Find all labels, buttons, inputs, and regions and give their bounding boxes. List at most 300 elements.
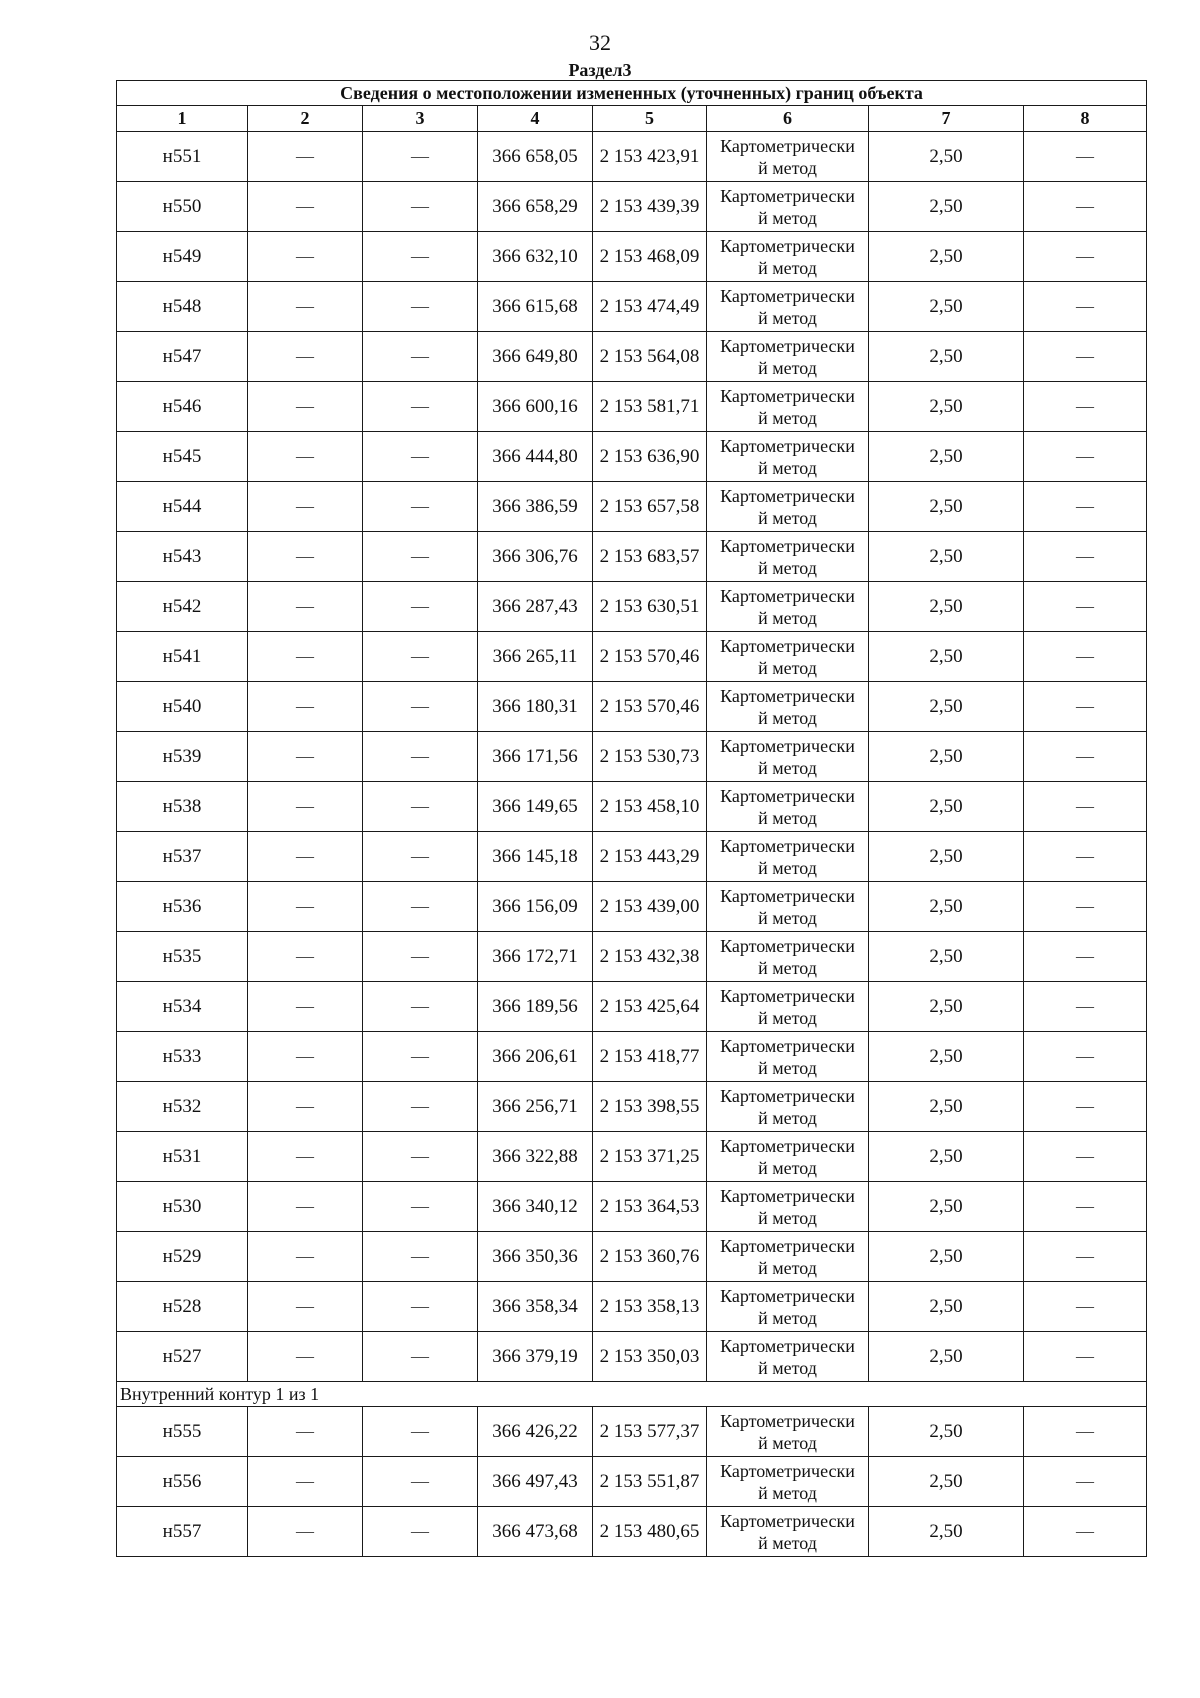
method-line-1: Картометрически [720,1335,855,1356]
table-row [117,132,1147,182]
dash-cell: — [363,1032,478,1082]
dash-cell: — [363,1182,478,1232]
dash-cell: — [1024,132,1147,182]
accuracy-cell: 2,50 [869,932,1024,982]
dash-cell: — [1024,1457,1147,1507]
dash-cell: — [1024,832,1147,882]
dash-cell: — [248,682,363,732]
dash-cell: — [248,1457,363,1507]
table-row [117,582,1147,632]
point-name-cell: н535 [117,932,248,982]
x-coordinate-cell: 366 145,18 [478,832,593,882]
point-name-cell: н538 [117,782,248,832]
y-coordinate-cell: 2 153 425,64 [593,982,707,1032]
column-header-7: 7 [869,106,1024,132]
page-number: 32 [589,30,611,55]
dash-cell: — [363,632,478,682]
dash-cell: — [1024,282,1147,332]
column-header-6: 6 [707,106,869,132]
accuracy-cell: 2,50 [869,532,1024,582]
point-name-cell: н540 [117,682,248,732]
x-coordinate-cell: 366 358,34 [478,1282,593,1332]
dash-cell: — [248,282,363,332]
dash-cell: — [363,932,478,982]
accuracy-cell: 2,50 [869,1232,1024,1282]
dash-cell: — [248,1032,363,1082]
accuracy-cell: 2,50 [869,1332,1024,1382]
method-line-1: Картометрически [720,435,855,456]
x-coordinate-cell: 366 306,76 [478,532,593,582]
dash-cell: — [1024,732,1147,782]
method-cell [707,682,869,732]
method-line-1: Картометрически [720,535,855,556]
method-cell [707,1332,869,1382]
dash-cell: — [363,732,478,782]
y-coordinate-cell: 2 153 443,29 [593,832,707,882]
table-row [117,1132,1147,1182]
point-name-cell: н551 [117,132,248,182]
dash-cell: — [1024,1407,1147,1457]
y-coordinate-cell: 2 153 360,76 [593,1232,707,1282]
method-line-2: й метод [758,407,817,428]
accuracy-cell: 2,50 [869,882,1024,932]
dash-cell: — [1024,1232,1147,1282]
x-coordinate-cell: 366 189,56 [478,982,593,1032]
table-row [117,982,1147,1032]
method-line-2: й метод [758,1532,817,1553]
dash-cell: — [1024,982,1147,1032]
point-name-cell: н545 [117,432,248,482]
dash-cell: — [363,682,478,732]
method-line-2: й метод [758,1357,817,1378]
method-cell [707,332,869,382]
dash-cell: — [248,882,363,932]
column-header-3: 3 [363,106,478,132]
point-name-cell: н531 [117,1132,248,1182]
dash-cell: — [1024,432,1147,482]
method-line-2: й метод [758,1007,817,1028]
method-line-1: Картометрически [720,1135,855,1156]
y-coordinate-cell: 2 153 683,57 [593,532,707,582]
accuracy-cell: 2,50 [869,682,1024,732]
method-line-2: й метод [758,1432,817,1453]
inner-contour-rows [117,1407,1147,1557]
point-name-cell: н549 [117,232,248,282]
method-line-1: Картометрически [720,1035,855,1056]
accuracy-cell: 2,50 [869,182,1024,232]
table-row [117,182,1147,232]
y-coordinate-cell: 2 153 657,58 [593,482,707,532]
point-name-cell: н555 [117,1407,248,1457]
method-cell [707,1282,869,1332]
dash-cell: — [248,1407,363,1457]
accuracy-cell: 2,50 [869,1407,1024,1457]
method-cell [707,982,869,1032]
dash-cell: — [248,1182,363,1232]
point-name-cell: н547 [117,332,248,382]
dash-cell: — [248,1132,363,1182]
method-line-2: й метод [758,1307,817,1328]
table-row [117,882,1147,932]
method-cell [707,1032,869,1082]
y-coordinate-cell: 2 153 570,46 [593,632,707,682]
dash-cell: — [248,782,363,832]
dash-cell: — [1024,1332,1147,1382]
method-line-2: й метод [758,1257,817,1278]
point-name-cell: н536 [117,882,248,932]
x-coordinate-cell: 366 426,22 [478,1407,593,1457]
point-name-cell: н530 [117,1182,248,1232]
table-row [117,1032,1147,1082]
dash-cell: — [363,982,478,1032]
y-coordinate-cell: 2 153 570,46 [593,682,707,732]
dash-cell: — [363,1507,478,1557]
method-cell [707,1132,869,1182]
method-line-1: Картометрически [720,185,855,206]
inner-contour-label: Внутренний контур 1 из 1 [117,1382,1147,1407]
method-line-1: Картометрически [720,1410,855,1431]
table-row [117,1507,1147,1557]
method-cell [707,832,869,882]
accuracy-cell: 2,50 [869,132,1024,182]
x-coordinate-cell: 366 172,71 [478,932,593,982]
method-cell [707,232,869,282]
y-coordinate-cell: 2 153 439,00 [593,882,707,932]
table-row [117,532,1147,582]
dash-cell: — [1024,1282,1147,1332]
y-coordinate-cell: 2 153 577,37 [593,1407,707,1457]
dash-cell: — [248,582,363,632]
dash-cell: — [248,832,363,882]
x-coordinate-cell: 366 473,68 [478,1507,593,1557]
dash-cell: — [363,482,478,532]
point-name-cell: н533 [117,1032,248,1082]
y-coordinate-cell: 2 153 581,71 [593,382,707,432]
dash-cell: — [248,632,363,682]
accuracy-cell: 2,50 [869,982,1024,1032]
point-name-cell: н541 [117,632,248,682]
x-coordinate-cell: 366 386,59 [478,482,593,532]
table-row [117,332,1147,382]
method-line-2: й метод [758,707,817,728]
y-coordinate-cell: 2 153 398,55 [593,1082,707,1132]
dash-cell: — [363,1282,478,1332]
dash-cell: — [248,1232,363,1282]
method-cell [707,132,869,182]
dash-cell: — [1024,1507,1147,1557]
table-row [117,782,1147,832]
method-cell [707,932,869,982]
dash-cell: — [248,932,363,982]
method-line-1: Картометрически [720,735,855,756]
dash-cell: — [1024,232,1147,282]
method-line-2: й метод [758,1207,817,1228]
accuracy-cell: 2,50 [869,1457,1024,1507]
dash-cell: — [248,482,363,532]
dash-cell: — [363,532,478,582]
dash-cell: — [1024,882,1147,932]
dash-cell: — [1024,582,1147,632]
accuracy-cell: 2,50 [869,1082,1024,1132]
method-cell [707,732,869,782]
x-coordinate-cell: 366 379,19 [478,1332,593,1382]
x-coordinate-cell: 366 287,43 [478,582,593,632]
x-coordinate-cell: 366 171,56 [478,732,593,782]
section-title: Раздел3 [568,60,632,80]
table-row [117,232,1147,282]
method-line-2: й метод [758,957,817,978]
method-cell [707,1232,869,1282]
method-cell [707,1182,869,1232]
dash-cell: — [1024,632,1147,682]
dash-cell: — [248,332,363,382]
method-line-2: й метод [758,607,817,628]
point-name-cell: н542 [117,582,248,632]
dash-cell: — [1024,1132,1147,1182]
point-name-cell: н543 [117,532,248,582]
dash-cell: — [248,732,363,782]
outer-contour-rows [117,132,1147,1382]
method-cell [707,1507,869,1557]
column-header-1: 1 [117,106,248,132]
method-cell [707,482,869,532]
dash-cell: — [248,532,363,582]
x-coordinate-cell: 366 615,68 [478,282,593,332]
method-line-1: Картометрически [720,1510,855,1531]
dash-cell: — [248,382,363,432]
dash-cell: — [1024,682,1147,732]
dash-cell: — [363,132,478,182]
accuracy-cell: 2,50 [869,1132,1024,1182]
method-line-2: й метод [758,1157,817,1178]
method-cell [707,182,869,232]
dash-cell: — [363,1332,478,1382]
y-coordinate-cell: 2 153 432,38 [593,932,707,982]
dash-cell: — [248,432,363,482]
dash-cell: — [248,1332,363,1382]
dash-cell: — [248,1082,363,1132]
dash-cell: — [363,332,478,382]
method-line-2: й метод [758,357,817,378]
method-line-1: Картометрически [720,1235,855,1256]
point-name-cell: н528 [117,1282,248,1332]
method-line-2: й метод [758,857,817,878]
dash-cell: — [1024,482,1147,532]
point-name-cell: н550 [117,182,248,232]
table-row [117,1332,1147,1382]
method-line-2: й метод [758,507,817,528]
x-coordinate-cell: 366 632,10 [478,232,593,282]
table-row [117,1182,1147,1232]
table-caption: Сведения о местоположении измененных (уточненных) границ объекта [117,81,1147,106]
method-line-1: Картометрически [720,385,855,406]
y-coordinate-cell: 2 153 358,13 [593,1282,707,1332]
table-row [117,282,1147,332]
accuracy-cell: 2,50 [869,582,1024,632]
y-coordinate-cell: 2 153 551,87 [593,1457,707,1507]
dash-cell: — [248,982,363,1032]
table-row [117,382,1147,432]
point-name-cell: н548 [117,282,248,332]
accuracy-cell: 2,50 [869,232,1024,282]
dash-cell: — [1024,932,1147,982]
point-name-cell: н537 [117,832,248,882]
method-line-1: Картометрически [720,635,855,656]
method-line-2: й метод [758,807,817,828]
method-cell [707,582,869,632]
table-row [117,1457,1147,1507]
table-row [117,1082,1147,1132]
table-row [117,1232,1147,1282]
x-coordinate-cell: 366 149,65 [478,782,593,832]
dash-cell: — [1024,782,1147,832]
dash-cell: — [363,882,478,932]
point-name-cell: н534 [117,982,248,1032]
method-line-1: Картометрически [720,1185,855,1206]
method-line-1: Картометрически [720,835,855,856]
column-header-4: 4 [478,106,593,132]
y-coordinate-cell: 2 153 636,90 [593,432,707,482]
accuracy-cell: 2,50 [869,832,1024,882]
method-cell [707,282,869,332]
y-coordinate-cell: 2 153 630,51 [593,582,707,632]
table-row [117,682,1147,732]
column-header-5: 5 [593,106,707,132]
x-coordinate-cell: 366 265,11 [478,632,593,682]
method-line-2: й метод [758,1107,817,1128]
x-coordinate-cell: 366 206,61 [478,1032,593,1082]
y-coordinate-cell: 2 153 423,91 [593,132,707,182]
point-name-cell: н529 [117,1232,248,1282]
dash-cell: — [248,132,363,182]
accuracy-cell: 2,50 [869,1282,1024,1332]
y-coordinate-cell: 2 153 371,25 [593,1132,707,1182]
x-coordinate-cell: 366 649,80 [478,332,593,382]
method-line-1: Картометрически [720,885,855,906]
method-line-1: Картометрически [720,985,855,1006]
y-coordinate-cell: 2 153 439,39 [593,182,707,232]
method-cell [707,1082,869,1132]
table-row [117,932,1147,982]
point-name-cell: н546 [117,382,248,432]
x-coordinate-cell: 366 322,88 [478,1132,593,1182]
method-line-1: Картометрически [720,335,855,356]
dash-cell: — [248,1507,363,1557]
dash-cell: — [1024,332,1147,382]
x-coordinate-cell: 366 600,16 [478,382,593,432]
dash-cell: — [363,382,478,432]
x-coordinate-cell: 366 350,36 [478,1232,593,1282]
method-cell [707,1457,869,1507]
accuracy-cell: 2,50 [869,632,1024,682]
method-line-1: Картометрически [720,235,855,256]
y-coordinate-cell: 2 153 350,03 [593,1332,707,1382]
dash-cell: — [248,232,363,282]
method-line-1: Картометрически [720,685,855,706]
method-line-1: Картометрически [720,135,855,156]
dash-cell: — [363,282,478,332]
method-cell [707,1407,869,1457]
method-line-1: Картометрически [720,585,855,606]
point-name-cell: н532 [117,1082,248,1132]
accuracy-cell: 2,50 [869,1032,1024,1082]
point-name-cell: н539 [117,732,248,782]
method-line-1: Картометрически [720,935,855,956]
y-coordinate-cell: 2 153 418,77 [593,1032,707,1082]
boundary-coordinates-table [116,80,1147,1557]
dash-cell: — [363,782,478,832]
x-coordinate-cell: 366 658,05 [478,132,593,182]
dash-cell: — [1024,1082,1147,1132]
x-coordinate-cell: 366 340,12 [478,1182,593,1232]
table-row [117,1407,1147,1457]
dash-cell: — [363,232,478,282]
method-line-2: й метод [758,1482,817,1503]
method-cell [707,382,869,432]
method-cell [707,532,869,582]
accuracy-cell: 2,50 [869,1507,1024,1557]
method-line-2: й метод [758,157,817,178]
accuracy-cell: 2,50 [869,732,1024,782]
dash-cell: — [363,1457,478,1507]
method-line-1: Картометрически [720,785,855,806]
method-line-1: Картометрически [720,1285,855,1306]
method-line-1: Картометрически [720,1085,855,1106]
column-header-row [117,106,1147,132]
point-name-cell: н527 [117,1332,248,1382]
x-coordinate-cell: 366 444,80 [478,432,593,482]
dash-cell: — [363,432,478,482]
accuracy-cell: 2,50 [869,482,1024,532]
y-coordinate-cell: 2 153 480,65 [593,1507,707,1557]
accuracy-cell: 2,50 [869,782,1024,832]
dash-cell: — [1024,532,1147,582]
method-line-2: й метод [758,257,817,278]
column-header-2: 2 [248,106,363,132]
method-line-2: й метод [758,757,817,778]
method-line-1: Картометрически [720,1460,855,1481]
y-coordinate-cell: 2 153 364,53 [593,1182,707,1232]
y-coordinate-cell: 2 153 530,73 [593,732,707,782]
x-coordinate-cell: 366 156,09 [478,882,593,932]
dash-cell: — [248,182,363,232]
method-line-2: й метод [758,207,817,228]
method-line-2: й метод [758,557,817,578]
dash-cell: — [1024,1182,1147,1232]
point-name-cell: н544 [117,482,248,532]
method-line-2: й метод [758,457,817,478]
method-cell [707,782,869,832]
x-coordinate-cell: 366 180,31 [478,682,593,732]
method-line-1: Картометрически [720,485,855,506]
table-row [117,1282,1147,1332]
dash-cell: — [248,1282,363,1332]
dash-cell: — [363,582,478,632]
accuracy-cell: 2,50 [869,282,1024,332]
dash-cell: — [363,1232,478,1282]
dash-cell: — [363,1132,478,1182]
dash-cell: — [363,182,478,232]
method-line-2: й метод [758,1057,817,1078]
y-coordinate-cell: 2 153 468,09 [593,232,707,282]
point-name-cell: н556 [117,1457,248,1507]
method-line-2: й метод [758,307,817,328]
method-cell [707,882,869,932]
table-row [117,732,1147,782]
y-coordinate-cell: 2 153 564,08 [593,332,707,382]
dash-cell: — [363,1407,478,1457]
dash-cell: — [1024,1032,1147,1082]
